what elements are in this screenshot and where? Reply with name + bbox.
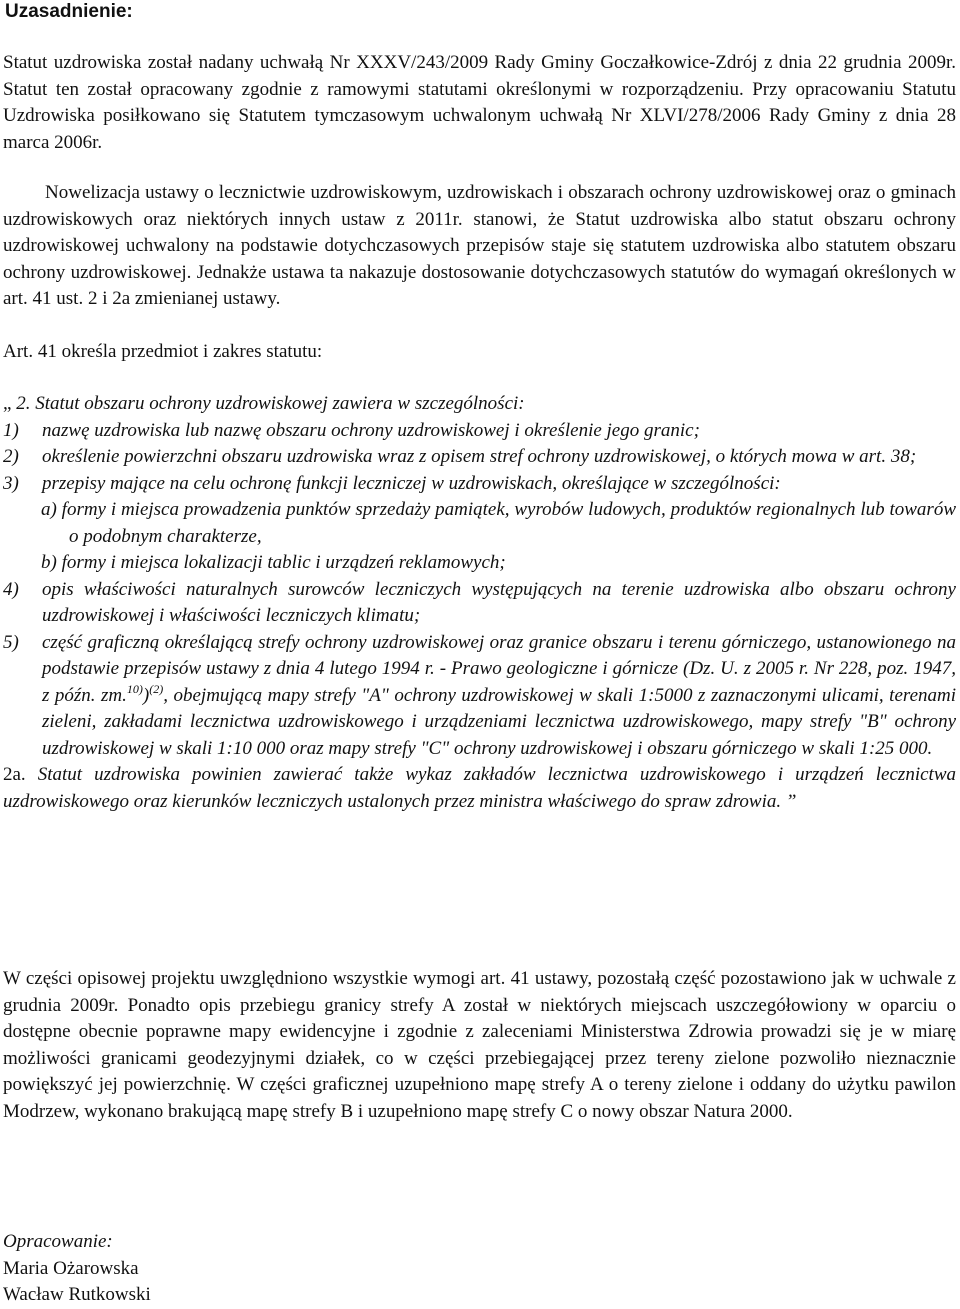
- paragraph-changes: W części opisowej projektu uwzględniono wszystkie wymogi art. 41 ustawy, pozostałą część pozostawiono jak w uchwale z grudnia 2009r. Ponadto opis przebiegu granicy strefy A został w niektórych miejscach uszczegółowiony w oparciu o dostępne obecnie poprawne mapy ewidencyjne i zgodnie z zaleceniami Ministerstwa Zdrowia prowadzi się je w miarę możliwości granicami geodezyjnymi działek, co w części przebiegającej przez tereny zielone pozwoliło nieznacznie powiększyć jej powierzchnię. W części graficznej uzupełniono mapę strefy A o tereny zielone i oddany do użytku pawilon Modrzew, wykonano brakującą mapę strefy B i uzupełniono mapę strefy C o nowy obszar Natura 2000.: [3, 968, 956, 1122]
- list-item-text: , obejmującą mapy strefy "A" ochrony uzdrowiskowej w skali 1:5000 z zaznaczonymi ulicami, terenami zieleni, zakładami lecznictwa uzdrowiskowego i urządzeniami lecznictwa uzdrowiskowego, mapy strefy "B" ochrony uzdrowiskowej w skali 1:10 000 oraz mapy strefy "C" ochrony uzdrowiskowej i obszaru górniczego w skali 1:25 000.: [42, 684, 957, 759]
- quote-open-mark: „: [3, 393, 12, 414]
- paragraph-amendment: Nowelizacja ustawy o lecznictwie uzdrowiskowym, uzdrowiskach i obszarach ochrony uzdrowiskowej oraz o gminach uzdrowiskowych oraz niektórych innych ustaw z 2011r. stanowi, że Statut uzdrowiska albo statut obszaru ochrony uzdrowiskowej uchwalony na podstawie dotychczasowych przepisów staje się statutem uzdrowiska albo statutem obszaru ochrony uzdrowiskowej. Jednakże ustawa ta nakazuje dostosowanie dotychczasowych statutów do wymagań określonych w art. 41 ust. 2 i 2a zmienianej ustawy.: [3, 182, 956, 309]
- list-item-text: część graficzną określającą strefy ochrony uzdrowiskowej oraz granice obszaru i terenu górniczego, ustanowionego na podstawie przepisów ustawy z dnia 4 lutego 1994 r. - Prawo geologiczne i górnicze (Dz. U. z 2005 r. Nr 228, poz. 1947, z późn. zm.: [42, 631, 956, 706]
- list-item: [3, 444, 956, 471]
- list-item-number: 4): [3, 578, 19, 600]
- footnote-marker: (2): [149, 681, 164, 696]
- list-item-text: opis właściwości naturalnych surowców leczniczych występujących na terenie uzdrowiska albo obszaru ochrony uzdrowiskowej i właściwości leczniczych klimatu;: [42, 578, 956, 626]
- quote-intro-text: 2. Statut obszaru ochrony uzdrowiskowej zawiera w szczególności:: [11, 393, 525, 414]
- quote-intro: [3, 391, 956, 418]
- legal-quote: [3, 391, 956, 815]
- list-item: [3, 471, 956, 498]
- list-item: [3, 630, 956, 763]
- list-item-number: 2): [3, 446, 19, 467]
- signature-block: [3, 1229, 956, 1309]
- list-item-text: ): [142, 684, 150, 706]
- sub-list-item: a) formy i miejsca prowadzenia punktów sprzedaży pamiątek, wyrobów ludowych, produktów regionalnych lub towarów o podobnym charakterze,: [41, 499, 956, 547]
- sub-list-item: b) formy i miejsca lokalizacji tablic i urządzeń reklamowych;: [41, 552, 506, 573]
- clause-text: Statut uzdrowiska powinien zawierać także wykaz zakładów lecznictwa uzdrowiskowego i urządzeń lecznictwa uzdrowiskowego oraz kierunków leczniczych ustalonych przez ministra właściwego do spraw zdrowia.: [3, 764, 956, 812]
- list-item-number: 3): [3, 472, 19, 494]
- list-item-number: 1): [3, 419, 19, 441]
- signature-name: Maria Ożarowska: [3, 1257, 139, 1279]
- clause-number: 2a.: [3, 764, 26, 785]
- list-item-text: przepisy mające na celu ochronę funkcji leczniczej w uzdrowiskach, określające w szczególności:: [42, 472, 781, 494]
- list-item: [3, 418, 956, 445]
- paragraph-statute-origin: Statut uzdrowiska został nadany uchwałą Nr XXXV/243/2009 Rady Gminy Goczałkowice-Zdrój z dnia 22 grudnia 2009r. Statut ten został opracowany zgodnie z ramowymi statutami określonymi w rozporządzeniu. Przy opracowaniu Statutu Uzdrowiska posiłkowano się Statutem tymczasowym uchwalonym uchwałą Nr XLVI/278/2006 Rady Gminy z dnia 28 marca 2006r.: [3, 52, 956, 153]
- section-heading: Uzasadnienie:: [5, 1, 133, 22]
- paragraph-article-41: Art. 41 określa przedmiot i zakres statutu:: [3, 341, 323, 362]
- list-item-number: 5): [3, 631, 19, 653]
- signature-label: Opracowanie:: [3, 1231, 113, 1252]
- list-item-text: określenie powierzchni obszaru uzdrowiska wraz z opisem stref ochrony uzdrowiskowej, o których mowa w art. 38;: [42, 446, 917, 467]
- list-item-text: nazwę uzdrowiska lub nazwę obszaru ochrony uzdrowiskowej i określenie jego granic;: [42, 419, 700, 441]
- quote-close-mark: ”: [781, 790, 797, 812]
- signature-name: Wacław Rutkowski: [3, 1284, 151, 1305]
- footnote-marker: 10): [126, 681, 143, 696]
- clause-2a: [3, 762, 956, 815]
- list-item: [3, 577, 956, 630]
